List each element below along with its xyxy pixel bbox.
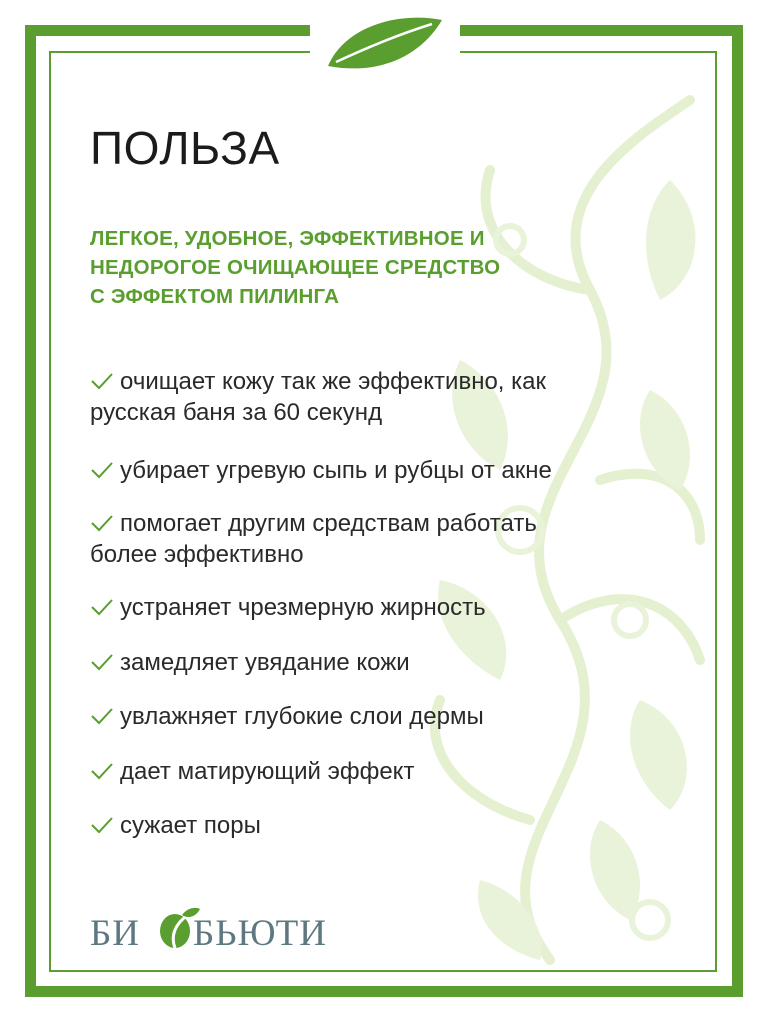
benefit-text: замедляет увядание кожи <box>120 649 410 676</box>
benefit-item <box>90 810 670 841</box>
benefit-item <box>90 647 670 678</box>
brand-text-end: БЬЮТИ <box>193 913 327 954</box>
check-icon <box>90 762 114 780</box>
subtitle-line: НЕДОРОГОЕ ОЧИЩАЮЩЕЕ СРЕДСТВО <box>90 256 501 279</box>
benefit-text: русская баня за 60 секунд <box>90 399 383 426</box>
benefit-text: помогает другим средствам работать <box>120 510 537 537</box>
benefit-text: увлажняет глубокие слои дермы <box>120 703 484 730</box>
check-icon <box>90 816 114 834</box>
benefit-item <box>90 455 670 486</box>
benefit-item <box>90 756 670 787</box>
benefit-text: дает матирующий эффект <box>120 758 415 785</box>
benefit-text: убирает угревую сыпь и рубцы от акне <box>120 457 552 484</box>
check-icon <box>90 372 114 390</box>
benefit-text: более эффективно <box>90 541 304 568</box>
benefit-text: сужает поры <box>120 812 261 839</box>
check-icon <box>90 653 114 671</box>
benefit-item <box>90 508 670 570</box>
benefit-text: очищает кожу так же эффективно, как <box>120 368 546 395</box>
check-icon <box>90 514 114 532</box>
subtitle-line: ЛЕГКОЕ, УДОБНОЕ, ЭФФЕКТИВНОЕ И <box>90 227 485 250</box>
subtitle <box>90 224 650 311</box>
check-icon <box>90 461 114 479</box>
subtitle-line: С ЭФФЕКТОМ ПИЛИНГА <box>90 285 340 308</box>
leaf-icon <box>322 14 446 74</box>
page-title: ПОЛЬЗА <box>90 122 280 174</box>
brand-logo <box>90 905 350 955</box>
benefit-text: устраняет чрезмерную жирность <box>120 594 486 621</box>
check-icon <box>90 707 114 725</box>
brand-text-start: БИ <box>90 913 140 954</box>
benefit-item <box>90 701 670 732</box>
check-icon <box>90 598 114 616</box>
benefit-item <box>90 592 670 623</box>
benefit-item <box>90 366 670 428</box>
